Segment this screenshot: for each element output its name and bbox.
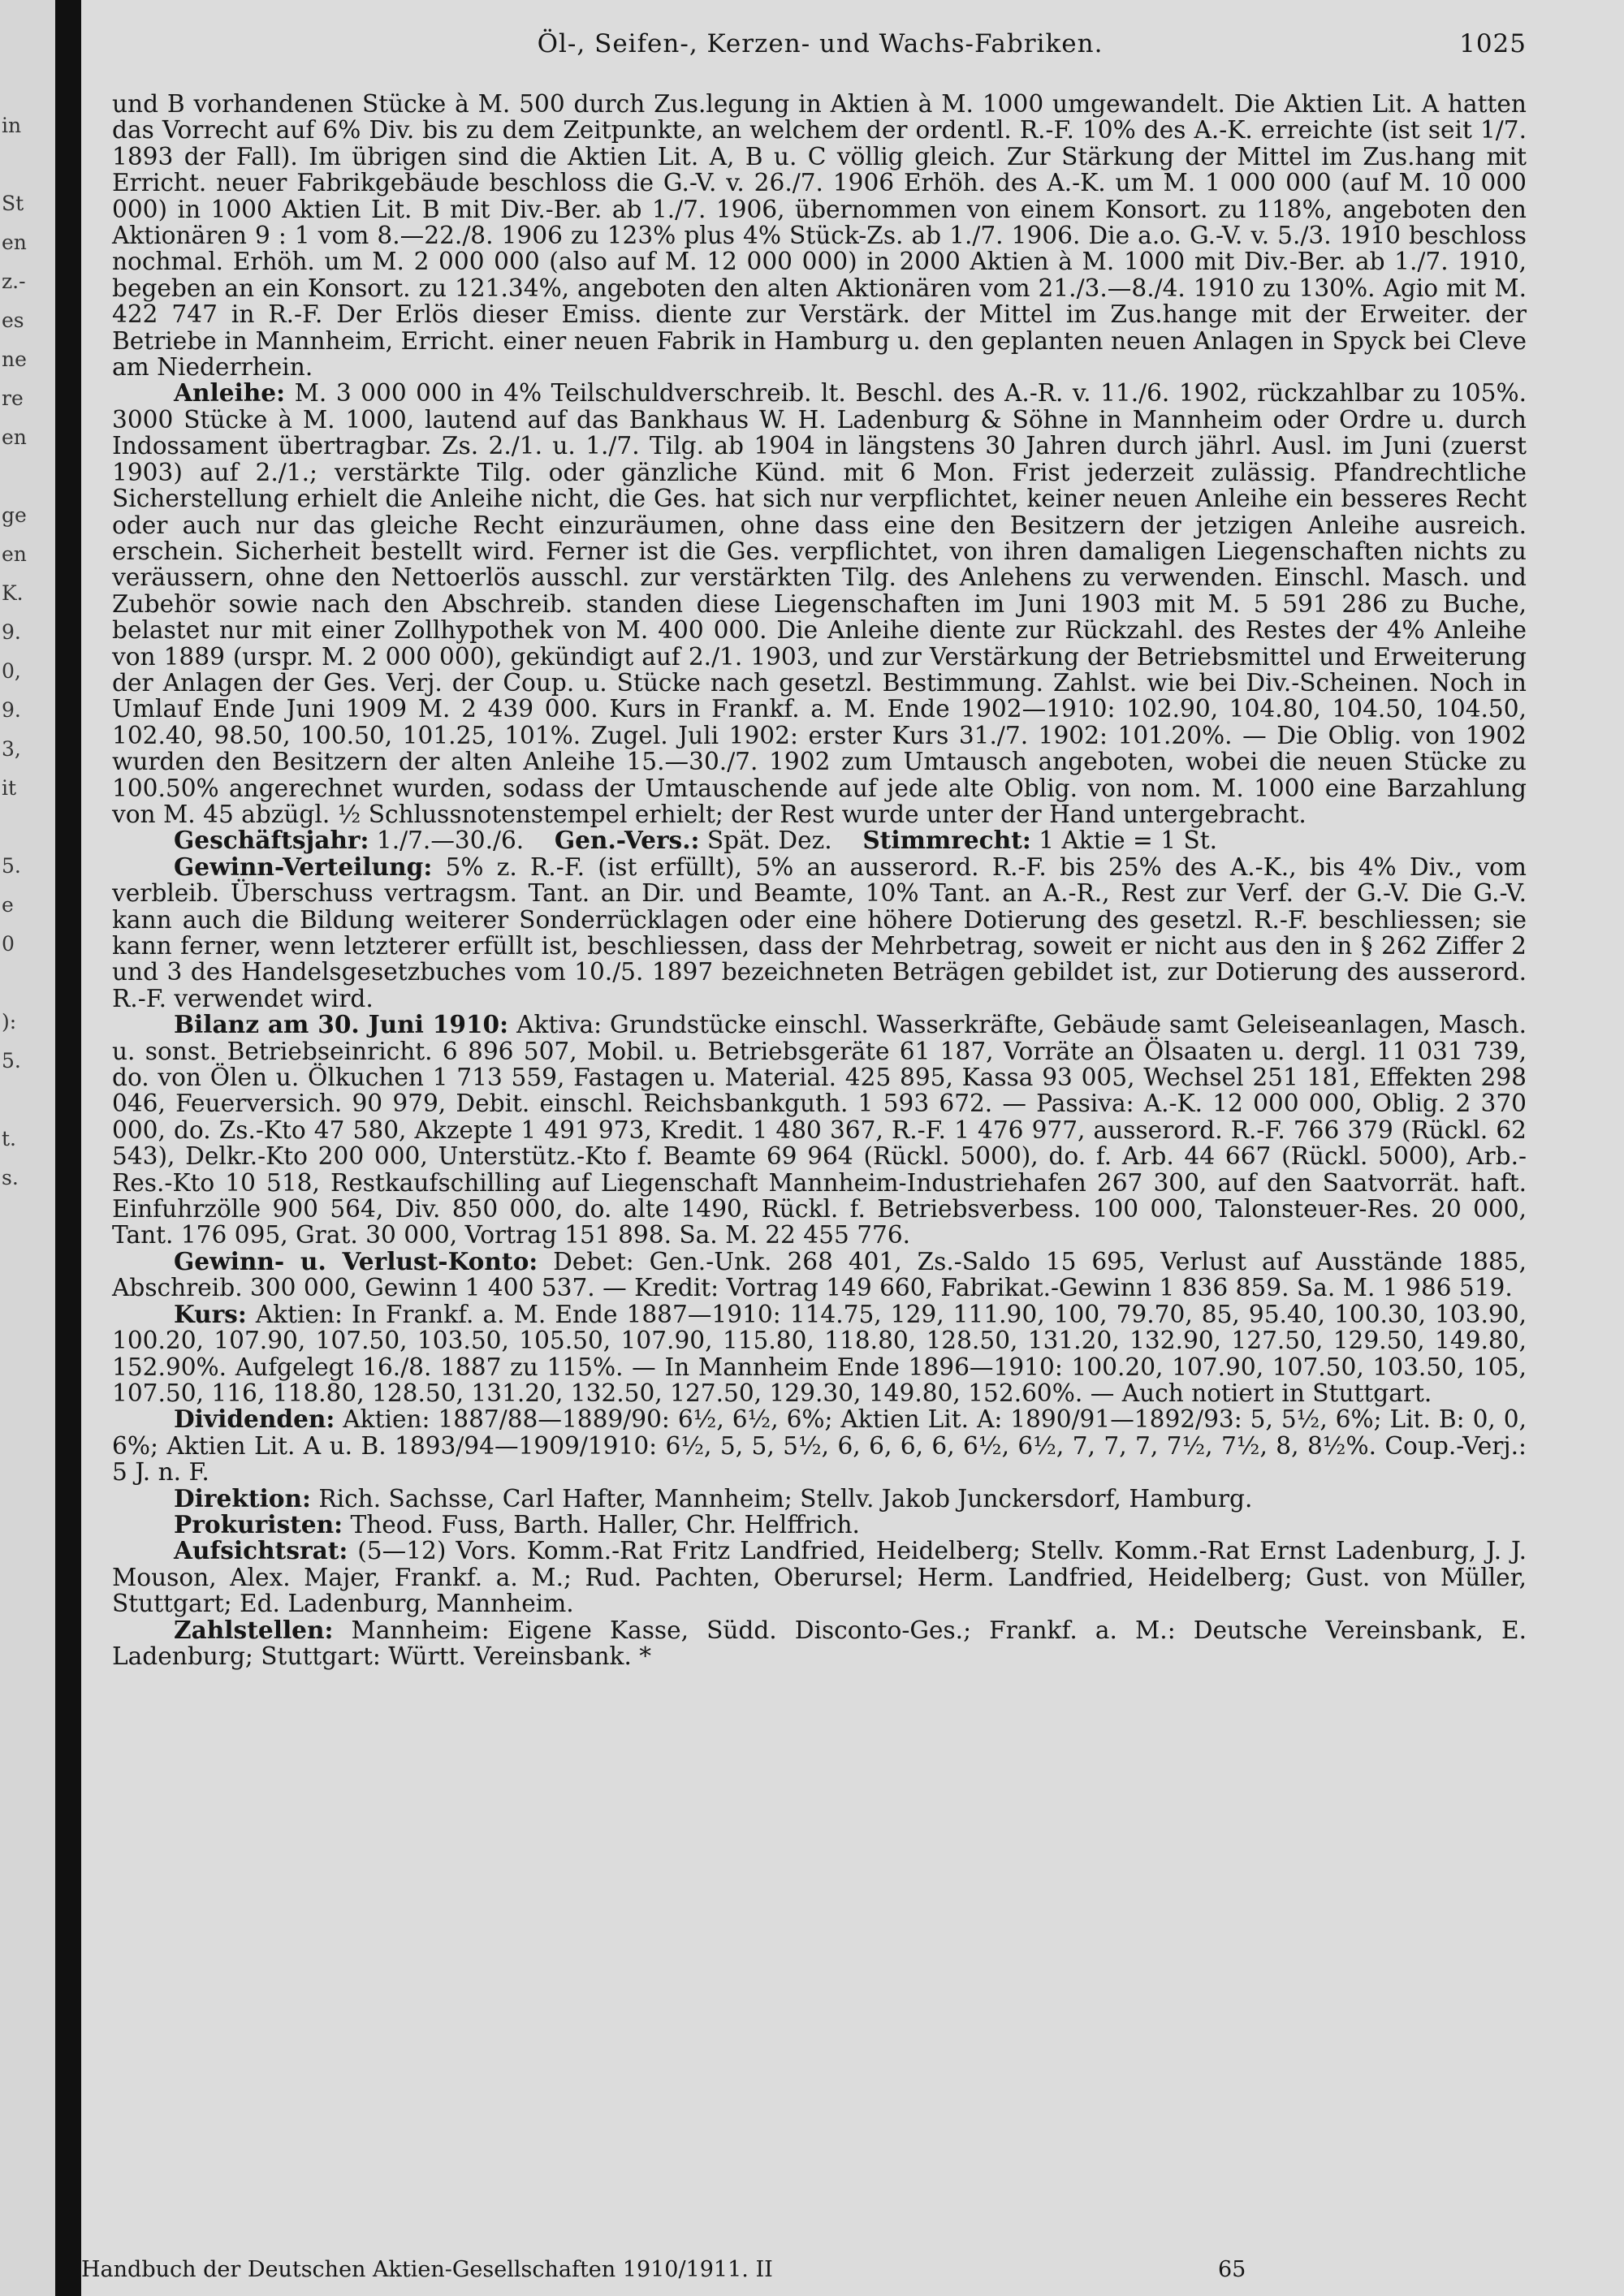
- document-page: [81, 0, 1624, 2296]
- margin-fragment: en: [2, 231, 27, 254]
- section-text: Rich. Sachsse, Carl Hafter, Mannheim; Stellv. Jakob Junckersdorf, Hamburg.: [318, 1484, 1253, 1513]
- section-bilanz: [112, 1012, 1527, 1249]
- footer-signature-number: 65: [1218, 2257, 1246, 2282]
- section-text-gen-vers: Spät. Dez.: [706, 826, 832, 855]
- margin-fragment: 5.: [2, 854, 21, 878]
- section-direktion: [112, 1483, 1527, 1513]
- section-text: M. 3 000 000 in 4% Teilschuldverschreib. lt. Beschl. des A.-R. v. 11./6. 1902, rückzahlbar zu 105%. 3000 Stücke à M. 1000, lautend auf das Bankhaus W. H. Ladenburg & Söhne in Mannheim oder Ordre u. durch Indossament übertragbar. Zs. 2./1. u. 1./7. Tilg. ab 1904 in längstens 30 Jahren durch jährl. Ausl. im Juni (zuerst 1903) auf 2./1.; verstärkte Tilg. oder gänzliche Künd. mit 6 Mon. Frist jederzeit zulässig. Pfandrechtliche Sicherstellung erhielt die Anleihe nicht, die Ges. hat sich nur verpflichtet, keiner neuen Anleihe ein besseres Recht oder auch nur das gleiche Recht einzuräumen, ohne dass eine den Besitzern der jetzigen Anleihe ausreich. erschein. Sicherheit bestellt wird. Ferner ist die Ges. verpflichtet, von ihren damaligen Liegenschaften nichts zu veräussern, ohne den Nettoerlös ausschl. zur verstärkten Tilg. des Anlehens zu verwenden. Einschl. Masch. und Zubehör sowie nach den Abschreib. standen diese Liegenschaften im Juni 1903 mit M. 5 591 286 zu Buche, belastet nur mit einer Zollhypothek von M. 400 000. Die Anleihe diente zur Rückzahl. des Restes der 4% Anleihe von 1889 (urspr. M. 2 000 000), gekündigt auf 2./1. 1903, und zur Verstärkung der Betriebsmittel und Erweiterung der Anlagen der Ges. Verj. der Coup. u. Stücke nach gesetzl. Bestimmung. Zahlst. wie bei Div.-Scheinen. Noch in Umlauf Ende Juni 1909 M. 2 439 000. Kurs in Frankf. a. M. Ende 1902—1910: 102.90, 104.80, 104.50, 104.50, 102.40, 98.50, 100.50, 101.25, 101%. Zugel. Juli 1902: erster Kurs 31./7. 1902: 101.20%. — Die Oblig. von 1902 wurden den Besitzern der alten Anleihe 15.—30./7. 1902 zum Umtausch angeboten, wobei die neuen Stücke zu 100.50% angerechnet wurden, sodass der Umtauschende auf jede alte Oblig. von nom. M. 1000 eine Barzahlung von M. 45 abzügl. ½ Schlussnotenstempel erhielt; der Rest wurde unter der Hand untergebracht.: [112, 379, 1527, 828]
- margin-fragment: in: [2, 114, 22, 137]
- margin-fragment: es: [2, 309, 24, 332]
- section-label: Kurs:: [174, 1299, 247, 1328]
- section-label: Geschäftsjahr:: [174, 826, 369, 855]
- margin-fragment: [2, 971, 49, 1010]
- page-footer: [81, 2257, 1380, 2286]
- section-label-stimmrecht: Stimmrecht:: [862, 826, 1031, 855]
- section-label: Gewinn-Verteilung:: [174, 852, 433, 881]
- running-title: Öl-, Seifen-, Kerzen- und Wachs-Fabriken.: [537, 29, 1104, 58]
- section-label: Dividenden:: [174, 1405, 335, 1434]
- section-text: Mannheim: Eigene Kasse, Südd. Disconto-Ges.; Frankf. a. M.: Deutsche Vereinsbank, E. Ladenburg; Stuttgart: Württ. Vereinsbank. *: [112, 1616, 1527, 1670]
- margin-fragment: z.-: [2, 270, 26, 293]
- section-label-gen-vers: Gen.-Vers.:: [554, 826, 700, 855]
- section-label: Gewinn- u. Verlust-Konto:: [174, 1246, 538, 1275]
- section-text: (5—12) Vors. Komm.-Rat Fritz Landfried, Heidelberg; Stellv. Komm.-Rat Ernst Ladenburg, J. J. Mouson, Alex. Majer, Frankf. a. M.; Rud. Pachten, Oberursel; Herm. Landfried, Heidelberg; Gust. von Müller, Stuttgart; Ed. Ladenburg, Mannheim.: [112, 1537, 1527, 1618]
- margin-fragment: 5.: [2, 1049, 21, 1072]
- page-header: [114, 29, 1527, 62]
- section-text: Aktien: In Frankf. a. M. Ende 1887—1910: 114.75, 129, 111.90, 100, 79.70, 85, 95.40, 100.30, 103.90, 100.20, 107.90, 107.50, 103.50, 105.50, 107.90, 115.80, 118.80, 128.50, 131.20, 132.90, 127.50, 129.50, 149.80, 152.90%. Aufgelegt 16./8. 1887 zu 115%. — In Mannheim Ende 1896—1910: 100.20, 107.90, 107.50, 103.50, 105, 107.50, 116, 118.80, 128.50, 131.20, 132.50, 127.50, 129.30, 149.80, 152.60%. — Auch notiert in Stuttgart.: [112, 1300, 1527, 1407]
- footer-publication: Handbuch der Deutschen Aktien-Gesellschaften 1910/1911. II: [81, 2257, 773, 2282]
- margin-fragment: ge: [2, 503, 27, 527]
- section-text: Aktien: 1887/88—1889/90: 6½, 6½, 6%; Aktien Lit. A: 1890/91—1892/93: 5, 5½, 6%; Lit. B: 0, 0, 6%; Aktien Lit. A u. B. 1893/94—1909/1910: 6½, 5, 5, 5½, 6, 6, 6, 6, 6½, 6½, 7, 7, 7, 7½, 7½, 8, 8½%. Coup.-Verj.: 5 J. n. F.: [112, 1405, 1527, 1487]
- section-gewinn-verteilung: [112, 854, 1527, 1012]
- page-number: 1025: [1459, 29, 1527, 58]
- margin-fragment: en: [2, 425, 27, 449]
- section-kurs: [112, 1301, 1527, 1407]
- page-body: [112, 91, 1527, 1669]
- section-geschaeftsjahr: [112, 827, 1527, 853]
- section-text-stimmrecht: 1 Aktie = 1 St.: [1039, 826, 1218, 855]
- section-label: Zahlstellen:: [174, 1615, 334, 1644]
- margin-fragment: s.: [2, 1166, 19, 1189]
- section-text: 1./7.—30./6.: [376, 826, 525, 855]
- section-aufsichtsrat: [112, 1538, 1527, 1616]
- margin-fragment: 0: [2, 932, 15, 956]
- margin-fragment: en: [2, 542, 27, 566]
- margin-fragment: e: [2, 893, 14, 917]
- margin-fragment: re: [2, 386, 24, 410]
- margin-fragment: [2, 815, 49, 854]
- margin-fragments: [2, 114, 49, 1205]
- margin-fragment: St: [2, 192, 24, 215]
- section-text: Theod. Fuss, Barth. Haller, Chr. Helffrich.: [350, 1510, 860, 1539]
- facing-page-margin: [0, 0, 55, 2296]
- section-label: Direktion:: [174, 1483, 311, 1513]
- section-label: Bilanz am 30. Juni 1910:: [174, 1010, 509, 1039]
- section-text: Aktiva: Grundstücke einschl. Wasserkräfte, Gebäude samt Geleiseanlagen, Masch. u. sonst. Betriebseinricht. 6 896 507, Mobil. u. Betriebsgeräte 61 187, Vorräte an Ölsaaten u. dergl. 11 031 739, do. von Ölen u. Ölkuchen 1 713 559, Fastagen u. Material. 425 895, Kassa 93 005, Wechsel 251 181, Effekten 298 046, Feuerversich. 90 979, Debit. einschl. Reichsbankguth. 1 593 672. — Passiva: A.-K. 12 000 000, Oblig. 2 370 000, do. Zs.-Kto 47 580, Akzepte 1 491 973, Kredit. 1 480 367, R.-F. 1 476 977, ausserord. R.-F. 766 379 (Rückl. 62 543), Delkr.-Kto 200 000, Unterstütz.-Kto f. Beamte 69 964 (Rückl. 5000), do. f. Arb. 44 667 (Rückl. 5000), Arb.-Res.-Kto 10 518, Restkaufschilling auf Liegenschaft Mannheim-Industriehafen 267 300, auf den Saatvorrät. haft. Einfuhrzölle 900 564, Div. 850 000, do. alte 1490, Rückl. f. Betriebsverbess. 100 000, Talonsteuer-Res. 20 000, Tant. 176 095, Grat. 30 000, Vortrag 151 898. Sa. M. 22 455 776.: [112, 1011, 1527, 1249]
- margin-fragment: ne: [2, 347, 27, 371]
- section-zahlstellen: [112, 1617, 1527, 1670]
- section-dividenden: [112, 1406, 1527, 1485]
- section-label: Prokuristen:: [174, 1509, 343, 1539]
- section-gewinn-verlust: [112, 1246, 1527, 1302]
- section-anleihe: [112, 380, 1527, 827]
- margin-fragment: it: [2, 776, 17, 800]
- margin-fragment: 0,: [2, 659, 21, 683]
- section-text: 5% z. R.-F. (ist erfüllt), 5% an ausserord. R.-F. bis 25% des A.-K., bis 4% Div., vom verbleib. Überschuss vertragsm. Tant. an Dir. und Beamte, 10% Tant. an A.-R., Rest zur Verf. der G.-V. Die G.-V. kann auch die Bildung weiterer Sonderrücklagen oder eine höhere Dotierung des gesetzl. R.-F. beschliessen; sie kann ferner, wenn letzterer erfüllt ist, beschliessen, dass der Mehrbetrag, soweit er nicht aus den in § 262 Ziffer 2 und 3 des Handelsgesetzbuches vom 10./5. 1897 bezeichneten Beträgen gebildet ist, zur Dotierung des ausserord. R.-F. verwendet wird.: [112, 852, 1527, 1012]
- section-text: Debet: Gen.-Unk. 268 401, Zs.-Saldo 15 695, Verlust auf Ausstände 1885, Abschreib. 300 000, Gewinn 1 400 537. — Kredit: Vortrag 149 660, Fabrikat.-Gewinn 1 836 859. Sa. M. 1 986 519.: [112, 1247, 1527, 1302]
- margin-fragment: [2, 464, 49, 503]
- margin-fragment: K.: [2, 581, 24, 605]
- intro-paragraph: und B vorhandenen Stücke à M. 500 durch Zus.legung in Aktien à M. 1000 umgewandelt. Die Aktien Lit. A hatten das Vorrecht auf 6% Div. bis zu dem Zeitpunkte, an welchem der ordentl. R.-F. 10% des A.-K. erreichte (ist seit 1/7. 1893 der Fall). Im übrigen sind die Aktien Lit. A, B u. C völlig gleich. Zur Stärkung der Mittel im Zus.hang mit Erricht. neuer Fabrikgebäude beschloss die G.-V. v. 26./7. 1906 Erhöh. des A.-K. um M. 1 000 000 (auf M. 10 000 000) in 1000 Aktien Lit. B mit Div.-Ber. ab 1./7. 1906, übernommen von einem Konsort. zu 118%, angeboten den Aktionären 9 : 1 vom 8.—22./8. 1906 zu 123% plus 4% Stück-Zs. ab 1./7. 1906. Die a.o. G.-V. v. 5./3. 1910 beschloss nochmal. Erhöh. um M. 2 000 000 (also auf M. 12 000 000) in 2000 Aktien à M. 1000 mit Div.-Ber. ab 1./7. 1910, begeben an ein Konsort. zu 121.34%, angeboten den alten Aktionären vom 21./3.—8./4. 1910 zu 130%. Agio mit M. 422 747 in R.-F. Der Erlös dieser Emiss. diente zur Verstärk. der Mittel im Zus.hange mit der Erweiter. der Betriebe in Mannheim, Erricht. einer neuen Fabrik in Hamburg u. den geplanten neuen Anlagen in Spyck bei Cleve am Niederrhein.: [112, 90, 1527, 382]
- section-label: Anleihe:: [174, 378, 286, 408]
- margin-fragment: t.: [2, 1127, 16, 1150]
- margin-fragment: [2, 153, 49, 192]
- section-label: Aufsichtsrat:: [174, 1536, 348, 1565]
- section-prokuristen: [112, 1509, 1527, 1539]
- margin-fragment: 9.: [2, 698, 21, 722]
- margin-fragment: ):: [2, 1010, 17, 1034]
- binding-shadow: [55, 0, 81, 2296]
- margin-fragment: [2, 1088, 49, 1127]
- margin-fragment: 9.: [2, 620, 21, 644]
- margin-fragment: 3,: [2, 737, 21, 761]
